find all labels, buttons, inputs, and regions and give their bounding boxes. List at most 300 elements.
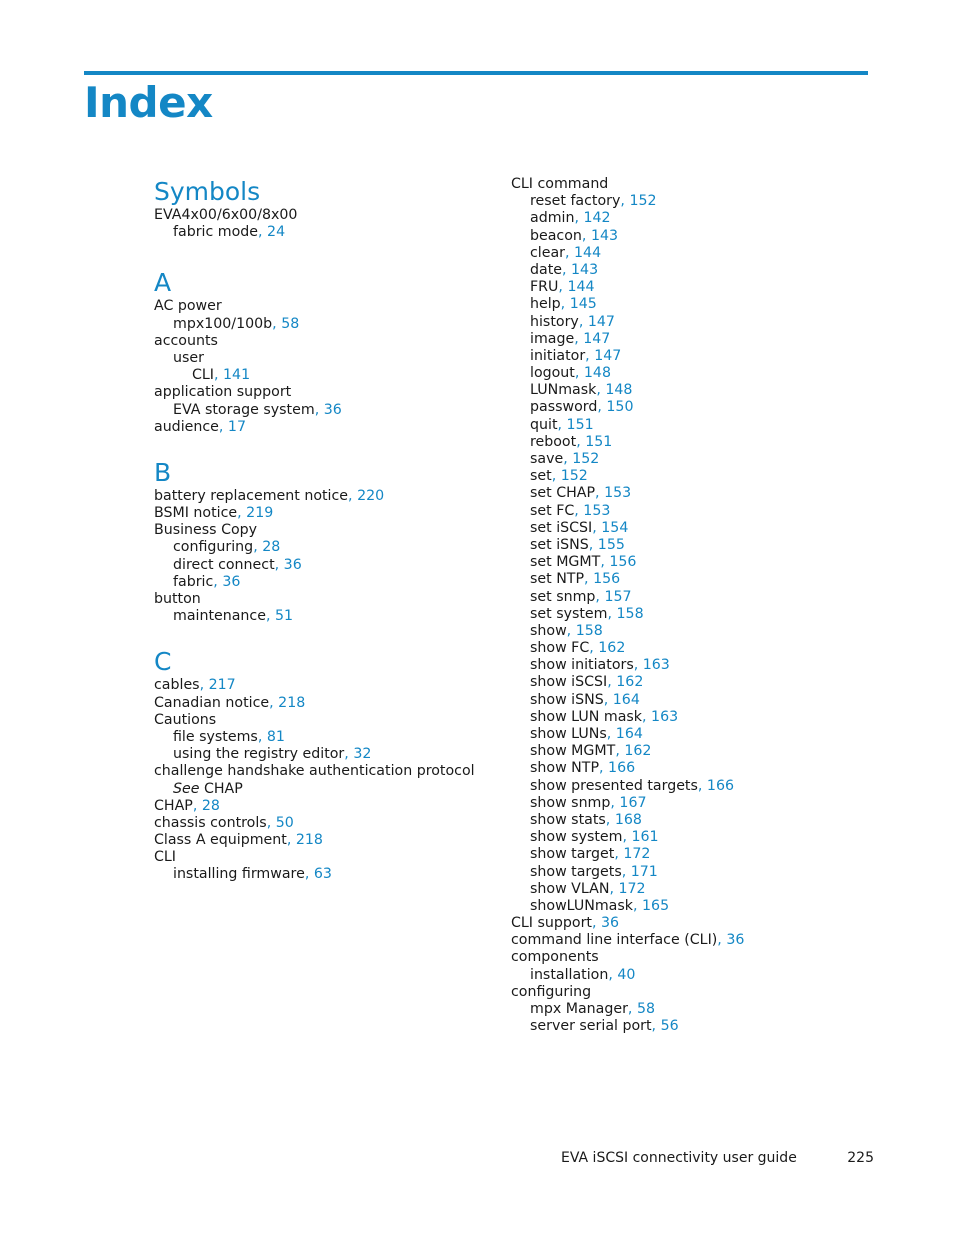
index-entry	[511, 915, 891, 932]
index-entry	[511, 984, 891, 1001]
page-separator: ,	[595, 588, 605, 605]
title-rule	[84, 71, 868, 75]
index-section-heading: B	[154, 457, 172, 487]
page-number-link[interactable]: 148	[583, 365, 611, 382]
index-term: initiator	[530, 347, 586, 364]
index-term: mpx Manager	[530, 1001, 628, 1017]
page-number-link[interactable]: 81	[266, 728, 285, 745]
index-term: using the registry editor	[173, 746, 345, 763]
index-term: show iSNS	[530, 691, 604, 708]
page-number-link[interactable]: 172	[618, 880, 646, 897]
index-entry	[511, 434, 891, 451]
page-separator: ,	[627, 1001, 637, 1017]
index-entry	[154, 350, 494, 367]
page-number-link[interactable]: 145	[569, 296, 597, 313]
index-term: set snmp	[530, 588, 596, 605]
index-entry	[511, 520, 891, 537]
index-entry	[511, 864, 891, 881]
index-entry	[154, 763, 494, 780]
index-term: components	[511, 949, 599, 966]
index-column-right	[511, 176, 891, 1035]
page-separator: ,	[286, 832, 296, 849]
index-term: maintenance	[173, 608, 266, 625]
index-term: file systems	[173, 728, 258, 745]
index-entry	[511, 365, 891, 382]
index-term: button	[154, 591, 201, 607]
page-number-link[interactable]: 143	[590, 227, 619, 244]
page-number-link[interactable]: 217	[208, 677, 236, 694]
index-entry	[511, 829, 891, 846]
index-term: fabric	[173, 573, 214, 590]
page-number-link[interactable]: 162	[598, 640, 626, 657]
page-number-link[interactable]: 165	[642, 897, 670, 914]
page-separator: ,	[563, 451, 573, 467]
index-term: CHAP	[154, 797, 193, 814]
page-number-link[interactable]: 218	[295, 832, 323, 849]
index-entry	[511, 795, 891, 812]
index-entry	[511, 949, 891, 966]
page-number-link[interactable]: 36	[323, 401, 342, 418]
page-separator: ,	[697, 777, 707, 794]
page-number-link[interactable]: 50	[275, 814, 294, 831]
page-separator: ,	[199, 677, 209, 694]
page-separator: ,	[599, 760, 609, 777]
index-term: EVA storage system	[173, 401, 315, 418]
page-separator: ,	[717, 932, 727, 949]
index-term: installing firmware	[173, 866, 305, 883]
index-term: chassis controls	[154, 814, 267, 831]
index-group	[154, 457, 494, 626]
page-number-link[interactable]: 36	[283, 556, 302, 573]
page-number-link[interactable]: 142	[583, 210, 611, 227]
page-number-link[interactable]: 148	[605, 382, 633, 399]
page-separator: ,	[344, 746, 354, 763]
page-number-link[interactable]: 152	[560, 468, 588, 485]
page-number-link[interactable]: 143	[571, 261, 599, 278]
index-entry	[511, 537, 891, 554]
page-number-link[interactable]: 150	[606, 399, 634, 416]
page-separator: ,	[257, 728, 267, 745]
index-section-heading: Symbols	[154, 177, 261, 206]
index-term: set FC	[530, 502, 575, 519]
index-entry	[154, 677, 494, 694]
index-term: show VLAN	[530, 880, 610, 897]
index-entry	[154, 557, 494, 574]
page-number-link[interactable]: 147	[583, 330, 611, 347]
index-term: beacon	[530, 227, 582, 244]
index-term: cables	[154, 677, 200, 694]
index-entry	[511, 846, 891, 863]
index-section-heading: C	[154, 647, 172, 677]
page-separator: ,	[589, 640, 599, 657]
page-number-link[interactable]: 151	[585, 433, 613, 450]
page-number-link[interactable]: 172	[623, 846, 651, 863]
index-term: challenge handshake authentication protocol	[154, 763, 475, 780]
page-number-link[interactable]: 157	[604, 588, 632, 605]
index-term: show presented targets	[530, 777, 698, 794]
page-separator: ,	[574, 365, 584, 382]
index-section-heading: A	[154, 268, 172, 298]
index-term: audience	[154, 418, 219, 435]
index-group	[154, 646, 494, 883]
index-term: show stats	[530, 811, 606, 828]
page-number-link[interactable]: 153	[583, 502, 611, 519]
page-separator: ,	[592, 519, 602, 536]
index-entry	[511, 451, 891, 468]
index-entry	[154, 798, 494, 815]
page-number-link[interactable]: 17	[227, 418, 246, 435]
index-entry	[511, 296, 891, 313]
page-number-link[interactable]: 156	[593, 571, 621, 588]
page-number-link[interactable]: 162	[624, 743, 652, 760]
index-entry	[154, 712, 494, 729]
index-entry	[511, 245, 891, 262]
index-term: AC power	[154, 298, 222, 315]
index-term: set system	[530, 605, 608, 622]
index-term: showLUNmask	[530, 897, 633, 914]
index-entry	[511, 314, 891, 331]
index-term: show NTP	[530, 760, 600, 777]
index-term: accounts	[154, 332, 218, 349]
index-term: Cautions	[154, 711, 217, 728]
index-entry	[511, 262, 891, 279]
index-entry	[511, 1018, 891, 1035]
page-number-link[interactable]: 36	[601, 915, 620, 932]
page-number-link[interactable]: 51	[274, 608, 294, 625]
page-separator: ,	[266, 814, 276, 831]
index-entry	[154, 574, 494, 591]
page-separator: ,	[600, 554, 610, 571]
page-separator: ,	[603, 691, 613, 708]
index-term: show	[530, 622, 567, 639]
page-separator: ,	[605, 811, 615, 828]
page-number-link[interactable]: 156	[609, 554, 637, 571]
index-entry	[511, 176, 891, 193]
index-term: battery replacement notice	[154, 487, 349, 504]
page-separator: ,	[214, 367, 224, 384]
index-term: logout	[530, 365, 575, 382]
page-number-link[interactable]: 63	[313, 866, 332, 883]
index-term: configuring	[173, 539, 254, 556]
page-number-link[interactable]: 36	[222, 573, 241, 590]
index-entry	[511, 228, 891, 245]
page-number-link[interactable]: 153	[604, 485, 632, 502]
page-separator: ,	[557, 416, 567, 433]
page-number-link[interactable]: 166	[706, 777, 735, 794]
index-entry	[154, 781, 494, 798]
page-separator: ,	[588, 536, 598, 553]
page-separator: ,	[576, 433, 586, 450]
page-separator: ,	[272, 315, 282, 332]
page-separator: ,	[609, 880, 619, 897]
index-entry	[154, 746, 494, 763]
index-term: CLI	[192, 367, 214, 384]
index-entry	[511, 812, 891, 829]
index-term: admin	[530, 210, 575, 227]
page-number-link[interactable]: 155	[597, 536, 625, 553]
index-term: help	[530, 296, 561, 313]
index-group	[511, 176, 891, 1035]
page-separator: ,	[565, 244, 575, 261]
index-term: direct connect	[173, 556, 275, 573]
page-footer	[561, 1150, 874, 1166]
index-term: command line interface (CLI)	[511, 932, 718, 949]
page-separator: ,	[274, 556, 284, 573]
page-separator: ,	[651, 1018, 661, 1035]
index-term: set iSNS	[530, 536, 589, 553]
index-entry	[511, 210, 891, 227]
page-number-link[interactable]: 162	[616, 674, 644, 691]
page-number-link[interactable]: 40	[617, 966, 636, 983]
page-separator: ,	[562, 261, 572, 278]
index-term: show system	[530, 829, 623, 846]
index-term: mpx100/100b	[173, 315, 273, 332]
index-term: quit	[530, 416, 558, 433]
page-separator: ,	[591, 915, 602, 932]
page-number-link[interactable]: 219	[246, 505, 274, 522]
index-entry	[511, 1001, 891, 1018]
index-entry	[154, 866, 494, 883]
index-term: show LUN mask	[530, 708, 643, 725]
index-entry	[154, 539, 494, 556]
index-entry	[511, 606, 891, 623]
index-entry	[154, 333, 494, 350]
page-separator: ,	[551, 468, 561, 485]
index-term: CHAP	[203, 780, 243, 797]
index-entry	[511, 399, 891, 416]
index-entry	[154, 419, 494, 436]
page-number-link[interactable]: 158	[616, 605, 644, 622]
page-number-link[interactable]: 168	[614, 811, 642, 828]
page-number-link[interactable]: 161	[631, 829, 659, 846]
index-term: show snmp	[530, 794, 611, 811]
index-term: reset factory	[530, 193, 621, 210]
page-separator: ,	[258, 224, 268, 241]
page-number-link[interactable]: 147	[594, 347, 622, 364]
page-number-link[interactable]: 36	[726, 932, 745, 949]
page-separator: ,	[596, 382, 606, 399]
page-separator: ,	[610, 794, 620, 811]
index-term: LUNmask	[530, 382, 597, 399]
page-separator: ,	[574, 502, 584, 519]
index-term: FRU	[530, 279, 559, 296]
index-entry	[154, 402, 494, 419]
index-entry	[511, 898, 891, 915]
page-separator: ,	[348, 487, 358, 504]
index-term: Business Copy	[154, 522, 258, 539]
index-term: CLI command	[511, 176, 609, 192]
index-group	[154, 267, 494, 436]
page-number-link[interactable]: 58	[636, 1001, 656, 1017]
index-entry	[511, 743, 891, 760]
index-term: Canadian notice	[154, 694, 270, 711]
index-term: set MGMT	[530, 554, 601, 571]
index-column-left	[154, 176, 494, 884]
index-entry	[154, 608, 494, 625]
page-number-link[interactable]: 218	[278, 694, 306, 711]
page-title: Index	[84, 78, 213, 127]
see-reference-label: See	[173, 780, 200, 797]
index-entry	[154, 384, 494, 401]
index-entry	[154, 367, 494, 384]
index-term: BSMI notice	[154, 505, 238, 522]
page-separator: ,	[597, 399, 607, 416]
page-number-link[interactable]: 144	[567, 279, 595, 296]
index-entry	[511, 589, 891, 606]
page-number-link[interactable]: 166	[608, 760, 636, 777]
page-separator: ,	[213, 573, 223, 590]
page-number-link[interactable]: 158	[575, 622, 603, 639]
page-number-link[interactable]: 152	[629, 193, 657, 210]
index-term: password	[530, 399, 598, 416]
page-number-link[interactable]: 141	[223, 367, 251, 384]
index-entry	[154, 591, 494, 608]
footer-page-number: 225	[847, 1150, 874, 1166]
index-term: reboot	[530, 433, 577, 450]
index-entry	[154, 695, 494, 712]
index-term: application support	[154, 384, 292, 401]
page-separator: ,	[314, 401, 324, 418]
page-separator: ,	[622, 829, 632, 846]
page-separator: ,	[253, 539, 263, 556]
page-separator: ,	[607, 674, 617, 691]
index-term: show target	[530, 846, 615, 863]
index-entry	[154, 505, 494, 522]
index-entry	[511, 279, 891, 296]
index-entry	[511, 881, 891, 898]
index-term: server serial port	[530, 1018, 652, 1035]
index-group	[154, 176, 494, 241]
index-entry	[511, 468, 891, 485]
page-separator: ,	[595, 485, 605, 502]
page-separator: ,	[584, 571, 594, 588]
page-number-link[interactable]: 56	[660, 1018, 679, 1035]
index-entry	[511, 348, 891, 365]
index-term: set	[530, 468, 552, 485]
page-separator: ,	[621, 863, 631, 880]
index-term: configuring	[511, 983, 592, 1000]
index-entry	[154, 488, 494, 505]
page-number-link[interactable]: 28	[262, 539, 281, 556]
page-separator: ,	[574, 330, 584, 347]
page-separator: ,	[606, 726, 616, 742]
page-number-link[interactable]: 151	[566, 416, 594, 433]
index-entry	[154, 815, 494, 832]
page-separator: ,	[642, 708, 652, 725]
index-entry	[511, 193, 891, 210]
page-number-link[interactable]: 147	[587, 313, 615, 330]
page-separator: ,	[608, 966, 618, 983]
index-term: set NTP	[530, 571, 585, 588]
index-entry	[511, 503, 891, 520]
page-separator: ,	[269, 694, 279, 711]
page-number-link[interactable]: 32	[353, 746, 372, 763]
index-term: EVA4x00/6x00/8x00	[154, 207, 298, 223]
page-number-link[interactable]: 154	[601, 519, 629, 536]
index-term: set CHAP	[530, 485, 596, 502]
page-separator: ,	[633, 657, 643, 674]
index-entry	[154, 849, 494, 866]
index-entry	[154, 298, 494, 315]
index-entry	[511, 485, 891, 502]
page-separator: ,	[615, 743, 625, 760]
page-separator: ,	[574, 210, 584, 227]
page-separator: ,	[558, 279, 568, 296]
page-number-link[interactable]: 24	[267, 224, 286, 241]
page-number-link[interactable]: 167	[619, 794, 647, 811]
index-entry	[511, 778, 891, 795]
index-term: set iSCSI	[530, 519, 593, 536]
index-entry	[511, 657, 891, 674]
index-term: CLI	[154, 849, 176, 866]
page-separator: ,	[304, 866, 314, 883]
page-number-link[interactable]: 171	[630, 863, 658, 880]
page-separator: ,	[607, 605, 617, 622]
page-separator: ,	[585, 347, 595, 364]
page-number-link[interactable]: 164	[612, 691, 640, 708]
index-term: show MGMT	[530, 743, 616, 760]
index-term: Class A equipment	[154, 832, 287, 849]
index-term: save	[530, 451, 564, 467]
index-entry	[511, 382, 891, 399]
page-separator: ,	[620, 193, 630, 210]
index-term: show LUNs	[530, 726, 607, 742]
index-entry	[154, 224, 494, 241]
index-entry	[511, 640, 891, 657]
index-entry	[154, 729, 494, 746]
index-term: history	[530, 313, 579, 330]
index-entry	[511, 417, 891, 434]
index-entry	[511, 674, 891, 691]
page-number-link[interactable]: 163	[651, 708, 679, 725]
index-entry	[154, 316, 494, 333]
page-separator: ,	[560, 296, 570, 313]
index-term: clear	[530, 244, 565, 261]
page-number-link[interactable]: 220	[357, 487, 385, 504]
page-number-link[interactable]: 163	[642, 657, 670, 674]
page-number-link[interactable]: 144	[574, 244, 602, 261]
index-term: show FC	[530, 640, 590, 657]
page-separator: ,	[265, 608, 275, 625]
page-separator: ,	[566, 622, 576, 639]
index-term: date	[530, 261, 562, 278]
page-number-link[interactable]: 152	[572, 451, 600, 467]
page-separator: ,	[581, 227, 591, 244]
index-entry	[511, 692, 891, 709]
index-term: fabric mode	[173, 224, 259, 241]
page-number-link[interactable]: 58	[281, 315, 300, 332]
page-separator: ,	[218, 418, 228, 435]
page-separator: ,	[632, 897, 643, 914]
index-entry	[511, 967, 891, 984]
index-entry	[154, 832, 494, 849]
index-entry	[511, 760, 891, 777]
index-entry	[511, 571, 891, 588]
index-term: show initiators	[530, 657, 634, 674]
index-entry	[511, 623, 891, 640]
page-separator: ,	[578, 313, 588, 330]
page-number-link[interactable]: 164	[615, 726, 643, 742]
page-separator: ,	[237, 505, 247, 522]
index-entry	[511, 726, 891, 743]
page-separator: ,	[614, 846, 624, 863]
index-term: show iSCSI	[530, 674, 608, 691]
footer-title: EVA iSCSI connectivity user guide	[561, 1150, 797, 1166]
index-term: image	[530, 330, 575, 347]
index-term: show targets	[530, 863, 622, 880]
page-number-link[interactable]: 28	[201, 797, 220, 814]
index-entry	[511, 709, 891, 726]
